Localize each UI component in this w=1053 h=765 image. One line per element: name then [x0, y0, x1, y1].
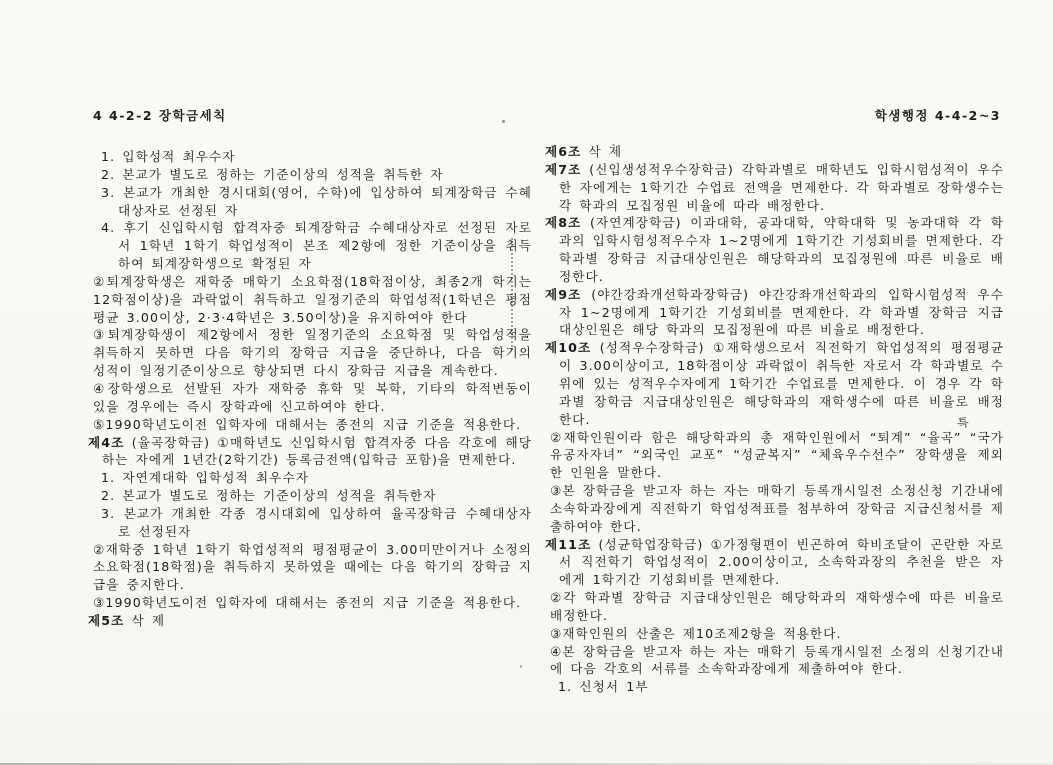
block-text: ②재학인원이라 함은 해당학과의 총 재학인원에서 “퇴계” “율곡” “국가유공자자녀” “외국인 교포” “성균복지” “체육우수선수” 장학생을 제외한 인원을 말한다.: [550, 429, 1004, 481]
article-block: [545, 161, 1004, 215]
article-block: [545, 536, 1004, 590]
block-text: (야간강좌개선학과장학금) 야간강좌개선학과의 입학시험성적 우수자 1~2명에게 1학기간 기성회비를 면제한다. 각 학과별 장학금 지급대상인원은 해당 학과의 모집정원에 따른 비율로 배정한다.: [559, 286, 1004, 338]
scan-artifact-dotted-line: [511, 238, 513, 350]
clause-block: [550, 482, 1004, 536]
block-text: 1. 입학성적 최우수자: [101, 149, 236, 164]
article-block: [545, 214, 1004, 285]
article-block: [88, 434, 532, 470]
left-text-column: [88, 148, 532, 630]
block-text: ③퇴계장학생이 제2항에서 정한 일정기준의 소요학점 및 학업성적을 취득하지 못하면 다음 학기의 장학금 지급을 중단하나, 다음 학기의 성적이 일정기준이상으로 향상되면 다시 장학금 지급을 계속한다.: [93, 327, 532, 379]
block-text: ⑤1990학년도이전 입학자에 대해서는 종전의 지급 기준을 적용한다.: [93, 416, 522, 432]
clause-block: [93, 380, 532, 416]
article-number: 제10조: [545, 340, 592, 356]
running-head-right: 학생행정 4-4-2~3: [874, 108, 1001, 123]
article-number: 제4조: [88, 434, 125, 450]
article-number: 제11조: [545, 536, 592, 552]
block-text: ④장학생으로 선발된 자가 재학중 휴학 및 복학, 기타의 학적변동이 있을 경우에는 즉시 장학과에 신고하여야 한다.: [93, 380, 532, 414]
clause-block: [93, 594, 532, 612]
clause-block: [93, 416, 532, 434]
list-item-block: [558, 678, 1004, 696]
block-text: ④본 장학금을 받고자 하는 자는 매학기 등록개시일전 소정의 신청기간내에 다음 각호의 서류를 소속학과장에게 제출하여야 한다.: [550, 643, 1004, 677]
clause-block: [550, 589, 1004, 625]
article-block: [545, 339, 1004, 428]
block-text: 삭 제: [131, 612, 166, 628]
list-item-block: [101, 184, 532, 220]
article-number: 제7조: [545, 161, 582, 177]
article-number: 제6조: [545, 144, 582, 159]
handwritten-mark: 특: [956, 415, 970, 431]
block-text: (성균학업장학금) ①가정형편이 빈곤하여 학비조달이 곤란한 자로서 직전학기 학업성적이 2.00이상이고, 소속학과장의 추천을 받은 자에게 1학기간 기성회비를 면제한다.: [559, 536, 1004, 588]
list-item-block: [101, 148, 532, 166]
clause-block: [550, 429, 1004, 483]
article-number: 제9조: [545, 286, 582, 302]
clause-block: [550, 643, 1004, 679]
running-head-left: 4 4-2-2 장학금세칙: [93, 108, 227, 123]
block-text: ②각 학과별 장학금 지급대상인원은 해당학과의 재학생수에 따른 비율로 배정한다.: [550, 590, 1004, 623]
clause-block: [550, 625, 1004, 643]
block-text: 2. 본교가 별도로 정하는 기준이상의 성적을 취득한 자: [101, 166, 444, 182]
block-text: (자연계장학금) 이과대학, 공과대학, 약학대학 및 농과대학 각 학과의 입학시험성적우수자 1~2명에게 1학기간 기성회비를 면제한다. 각 학과별 장학금 지급대상인원은 해당학과의 모집정원에 따른 비율로 배정한다.: [559, 215, 1004, 284]
list-item-block: [101, 166, 532, 184]
block-text: 4. 후기 신입학시험 합격자중 퇴계장학금 수혜대상자로 선정된 자로서 1학년 1학기 학업성적이 본조 제2항에 정한 기준이상을 취득하여 퇴계장학생으로 확정된 자: [101, 220, 532, 272]
clause-block: [93, 326, 532, 380]
scan-speck: [612, 144, 615, 146]
block-text: ②재학중 1학년 1학기 학업성적의 평점평균이 3.00미만이거나 소정의 소요학점(18학점)을 취득하지 못하였을 때에는 다음 학기의 장학금 지급을 중지한다.: [93, 541, 532, 593]
block-text: (성적우수장학금) ①재학생으로서 직전학기 학업성적의 평점평균이 3.00이상이고, 18학점이상 과락없이 취득한 자로서 각 학과별로 수위에 있는 성적우수자에게 1학기간 수업료를 면제한다. 이 경우 각 학과별 장학금 지급대상인원은 해당학과의 재학생수에 따른 비율로 배정한다.: [559, 340, 1004, 427]
scan-speck: [502, 120, 505, 123]
article-number: 제8조: [545, 215, 582, 231]
block-text: ③재학인원의 산출은 제10조제2항을 적용한다.: [550, 625, 842, 641]
article-block: [88, 612, 532, 630]
list-item-block: [101, 505, 532, 541]
block-text: 3. 본교가 개최한 각종 경시대회에 입상하여 율곡장학금 수혜대상자로 선정된자: [101, 505, 532, 539]
list-item-block: [101, 219, 532, 273]
block-text: ③1990학년도이전 입학자에 대해서는 종전의 지급 기준을 적용한다.: [93, 595, 522, 611]
right-text-column: [545, 143, 1004, 696]
block-text: 1. 신청서 1부: [558, 679, 649, 695]
block-text: 삭 제: [588, 144, 623, 159]
article-block: [545, 286, 1004, 340]
block-text: (율곡장학금) ①매학년도 신입학시험 합격자중 다음 각호에 해당하는 자에게 1년간(2학기간) 등록금전액(입학금 포함)을 면제한다.: [102, 434, 532, 468]
block-text: 3. 본교가 개최한 경시대회(영어, 수학)에 입상하여 퇴계장학금 수혜대상자로 선정된 자: [101, 184, 532, 218]
article-number: 제5조: [88, 612, 125, 628]
list-item-block: [101, 487, 532, 505]
clause-block: [93, 273, 532, 327]
block-text: ②퇴계장학생은 재학중 매학기 소요학점(18학점이상, 최종2개 학기는 12학점이상)을 과락없이 취득하고 일정기준의 학업성적(1학년은 평점평균 3.00이상, 2·3·4학년은 3.50이상)을 유지하여야 한다: [93, 273, 532, 325]
block-text: (신입생성적우수장학금) 각학과별로 매학년도 입학시험성적이 우수한 자에게는 1학기간 수업료 전액을 면제한다. 각 학과별로 장학생수는 각 학과의 모집정원 비율에 따라 배정한다.: [559, 161, 1004, 213]
block-text: ③본 장학금을 받고자 하는 자는 매학기 등록개시일전 소정신청 기간내에 소속학과장에게 직전학기 학업성적표를 첨부하여 장학금 지급신청서를 제출하여야 한다.: [550, 483, 1004, 534]
scan-speck: [520, 665, 522, 668]
block-text: 1. 자연계대학 입학성적 최우수자: [101, 470, 309, 486]
clause-block: [93, 541, 532, 595]
block-text: 2. 본교가 별도로 정하는 기준이상의 성적을 취득한자: [101, 488, 437, 504]
list-item-block: [101, 469, 532, 487]
